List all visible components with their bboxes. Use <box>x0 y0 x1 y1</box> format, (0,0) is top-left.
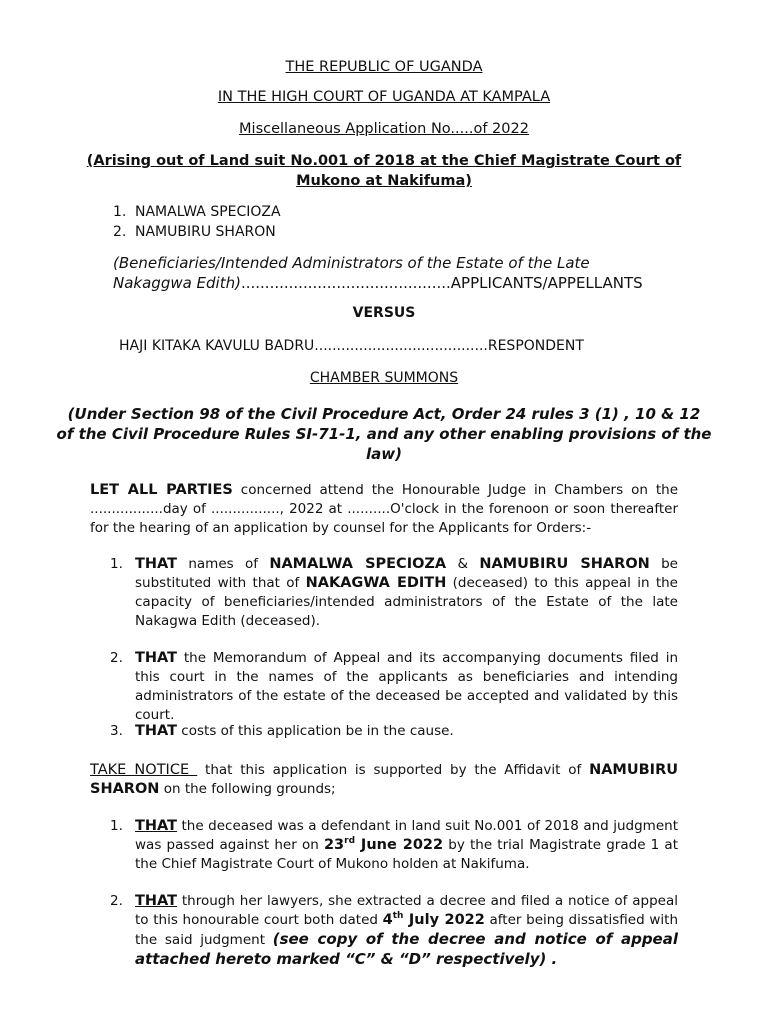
let-all-parties: LET ALL PARTIES <box>90 482 233 498</box>
applicants-description <box>113 253 673 293</box>
arising-line-2: Mukono at Nakifuma) <box>296 173 472 189</box>
order-text: & <box>446 556 480 572</box>
application-number: Miscellaneous Application No.....of 2022 <box>239 121 529 137</box>
description-line-1: (Beneficiaries/Intended Administrators of the Estate of the Late <box>113 254 590 272</box>
ground-text: after being dissatisfied with the said judgment <box>135 912 678 948</box>
under-line-2: of the Civil Procedure Rules SI-71-1, and any other enabling provisions of the <box>56 425 712 443</box>
that-label: THAT <box>135 893 178 909</box>
ground-2 <box>110 892 678 970</box>
notice-text: that this application is supported by the Affidavit of <box>197 762 590 778</box>
appeal-date-day: 4 <box>382 912 393 928</box>
under-line-3: law) <box>366 445 402 463</box>
respondent-line: HAJI KITAKA KAVULU BADRU.......................................RESPONDENT <box>119 338 584 354</box>
ground-text: the deceased was a defendant in land suit No.001 of 2018 and judgment was passed against her on <box>135 818 678 853</box>
applicant-name: NAMUBIRU SHARON <box>135 224 276 240</box>
applicants-label: ............................................APPLICANTS/APPELLANTS <box>240 274 643 292</box>
order-number: 2. <box>110 650 123 666</box>
republic-heading: THE REPUBLIC OF UGANDA <box>285 59 483 75</box>
that-label: THAT <box>135 818 178 834</box>
party-name: NAKAGWA EDITH <box>305 575 447 591</box>
ground-text: through her lawyers, she extracted a decree and filed a notice of appeal to this honourable court both dated <box>135 893 678 928</box>
ground-number: 2. <box>110 893 123 909</box>
order-text: costs of this application be in the cause. <box>177 723 454 739</box>
date-suffix: rd <box>344 836 356 847</box>
notice-text: on the following grounds; <box>159 781 336 797</box>
date-suffix: th <box>392 911 404 922</box>
applicant-number: 1. <box>113 204 127 220</box>
order-3 <box>110 722 678 741</box>
judgment-date-day: 23 <box>323 837 345 853</box>
ground-number: 1. <box>110 818 123 834</box>
applicant-number: 2. <box>113 224 127 240</box>
take-notice-label: TAKE NOTICE <box>90 762 198 778</box>
party-name: NAMALWA SPECIOZA <box>269 556 447 572</box>
party-name: NAMUBIRU SHARON <box>479 556 650 572</box>
judgment-date-rest: June 2022 <box>355 837 444 853</box>
under-section-clause <box>0 404 768 464</box>
chamber-summons-title: CHAMBER SUMMONS <box>309 370 459 386</box>
that-label: THAT <box>135 556 178 572</box>
order-number: 3. <box>110 723 123 739</box>
deponent-name: NAMUBIRU SHARON <box>90 762 679 797</box>
intro-paragraph <box>90 481 678 538</box>
order-text: names of <box>177 556 270 572</box>
applicant-2 <box>113 224 276 240</box>
under-line-1: (Under Section 98 of the Civil Procedure Act, Order 24 rules 3 (1) , 10 & 12 <box>67 405 701 423</box>
that-label: THAT <box>135 650 178 666</box>
versus-label: VERSUS <box>352 305 416 321</box>
applicant-1 <box>113 204 281 220</box>
annexure-reference: (see copy of the decree and notice of appeal attached hereto marked “C” & “D” respectively) . <box>135 930 678 968</box>
order-number: 1. <box>110 556 123 572</box>
appeal-date-rest: July 2022 <box>403 912 485 928</box>
ground-text: by the trial Magistrate grade 1 at the Chief Magistrate Court of Mukono holden at Nakifuma. <box>135 837 678 872</box>
intro-text: concerned attend the Honourable Judge in Chambers on the .................day of ................, 2022 at ..........O'clock in the forenoon or soon thereafter for the hearing of an application by counsel for the Applicants for Orders:- <box>90 482 678 536</box>
applicant-name: NAMALWA SPECIOZA <box>135 204 281 220</box>
take-notice-paragraph <box>90 761 678 799</box>
order-text: be substituted with that of <box>135 556 678 591</box>
ground-1 <box>110 817 678 874</box>
order-1 <box>110 555 678 631</box>
arising-line-1: (Arising out of Land suit No.001 of 2018 at the Chief Magistrate Court of <box>86 153 682 169</box>
order-text: the Memorandum of Appeal and its accompanying documents filed in this court in the names of the applicants as beneficiaries and intending administrators of the estate of the deceased be accepted and validated by this court. <box>135 650 678 723</box>
order-2 <box>110 649 678 725</box>
order-text: (deceased) to this appeal in the capacity of beneficiaries/intended administrators of the Estate of the late Nakagwa Edith (deceased). <box>135 575 678 629</box>
that-label: THAT <box>135 723 178 739</box>
description-line-2-italic: Nakaggwa Edith) <box>113 274 241 292</box>
court-heading: IN THE HIGH COURT OF UGANDA AT KAMPALA <box>217 89 551 105</box>
